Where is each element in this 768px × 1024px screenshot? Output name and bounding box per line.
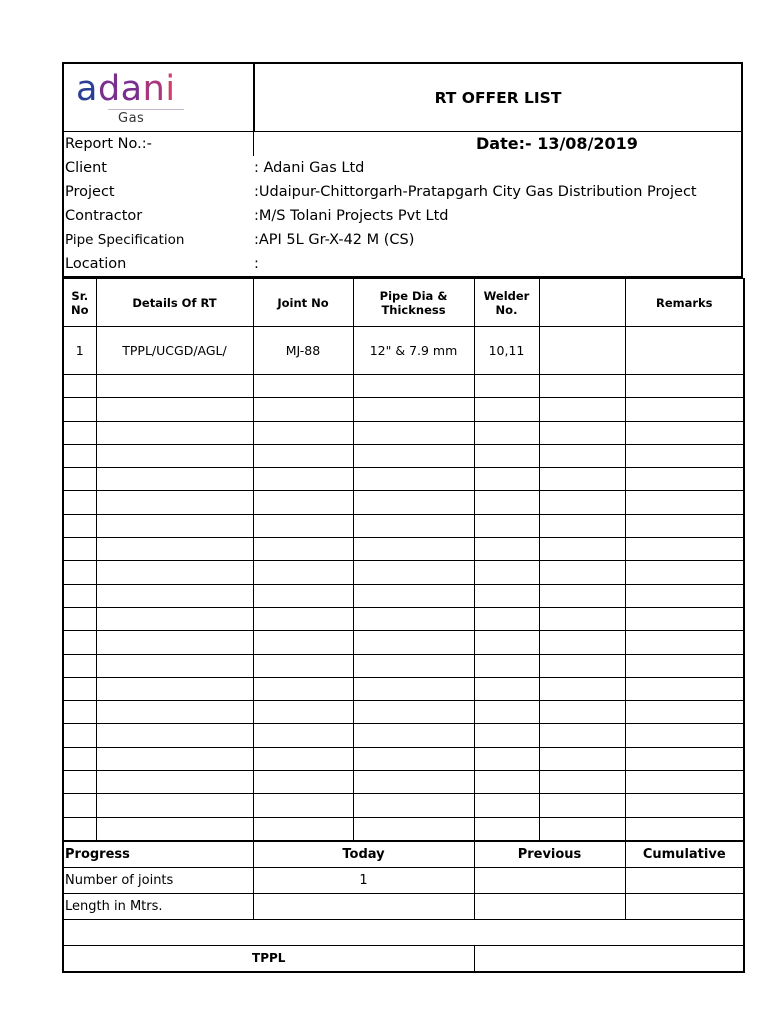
col-header-remarks: Remarks — [625, 279, 744, 327]
empty-cell[interactable] — [253, 421, 353, 444]
empty-cell[interactable] — [63, 701, 96, 724]
empty-cell[interactable] — [625, 677, 744, 700]
empty-cell[interactable] — [474, 631, 539, 654]
table-row — [63, 794, 744, 817]
contractor-label: Contractor — [65, 208, 143, 224]
cell-joint[interactable]: MJ-88 — [253, 327, 353, 375]
spacer-cell — [63, 919, 744, 945]
today-label: Today — [253, 841, 474, 867]
empty-cell[interactable] — [63, 444, 96, 467]
empty-cell[interactable] — [96, 701, 253, 724]
empty-cell[interactable] — [353, 514, 474, 537]
table-row — [63, 468, 744, 491]
empty-cell[interactable] — [474, 747, 539, 770]
empty-cell[interactable] — [63, 491, 96, 514]
empty-cell[interactable] — [353, 538, 474, 561]
empty-cell[interactable] — [353, 607, 474, 630]
empty-cell[interactable] — [63, 538, 96, 561]
empty-cell[interactable] — [253, 794, 353, 817]
empty-cell[interactable] — [96, 538, 253, 561]
cumulative-label: Cumulative — [625, 841, 744, 867]
info-block — [62, 132, 743, 278]
empty-cell[interactable] — [63, 724, 96, 747]
empty-cell[interactable] — [96, 631, 253, 654]
empty-cell[interactable] — [353, 491, 474, 514]
empty-cell[interactable] — [353, 677, 474, 700]
empty-cell[interactable] — [474, 561, 539, 584]
cell-remarks[interactable] — [625, 327, 744, 375]
empty-cell[interactable] — [474, 584, 539, 607]
empty-cell[interactable] — [474, 491, 539, 514]
empty-rows — [63, 375, 744, 841]
empty-cell[interactable] — [539, 584, 625, 607]
empty-cell[interactable] — [253, 398, 353, 421]
empty-cell[interactable] — [63, 468, 96, 491]
table-row — [63, 514, 744, 537]
footer-right — [474, 945, 744, 972]
progress-summary — [62, 841, 745, 973]
empty-cell[interactable] — [353, 398, 474, 421]
footer-tppl: TPPL — [63, 945, 474, 972]
empty-cell[interactable] — [474, 444, 539, 467]
empty-cell[interactable] — [625, 468, 744, 491]
table-row — [63, 771, 744, 794]
empty-cell[interactable] — [539, 794, 625, 817]
empty-cell[interactable] — [539, 444, 625, 467]
empty-cell[interactable] — [63, 794, 96, 817]
empty-cell[interactable] — [96, 398, 253, 421]
logo-wordmark: adani — [76, 69, 176, 109]
empty-cell[interactable] — [353, 654, 474, 677]
info-row-client — [64, 156, 741, 180]
empty-cell[interactable] — [474, 398, 539, 421]
empty-cell[interactable] — [474, 654, 539, 677]
empty-cell[interactable] — [539, 398, 625, 421]
empty-cell[interactable] — [63, 677, 96, 700]
empty-cell[interactable] — [253, 771, 353, 794]
empty-cell[interactable] — [353, 468, 474, 491]
empty-cell[interactable] — [63, 631, 96, 654]
empty-cell[interactable] — [625, 794, 744, 817]
col-header-joint: Joint No — [253, 279, 353, 327]
empty-cell[interactable] — [253, 607, 353, 630]
progress-label: Progress — [63, 841, 253, 867]
empty-cell[interactable] — [474, 468, 539, 491]
empty-cell[interactable] — [253, 444, 353, 467]
empty-cell[interactable] — [625, 631, 744, 654]
table-row — [63, 398, 744, 421]
empty-cell[interactable] — [539, 538, 625, 561]
joints-label: Number of joints — [63, 867, 253, 893]
empty-cell[interactable] — [253, 514, 353, 537]
info-row-location — [64, 252, 741, 276]
empty-cell[interactable] — [96, 514, 253, 537]
table-row — [63, 491, 744, 514]
col-header-details: Details Of RT — [96, 279, 253, 327]
empty-cell[interactable] — [625, 561, 744, 584]
info-row-contractor — [64, 204, 741, 228]
empty-cell[interactable] — [353, 771, 474, 794]
empty-cell[interactable] — [539, 701, 625, 724]
empty-cell[interactable] — [63, 817, 96, 840]
empty-cell[interactable] — [96, 607, 253, 630]
length-cumulative[interactable] — [625, 893, 744, 919]
project-label: Project — [65, 184, 115, 200]
empty-cell[interactable] — [96, 584, 253, 607]
empty-cell[interactable] — [253, 561, 353, 584]
cell-pipe[interactable]: 12" & 7.9 mm — [353, 327, 474, 375]
empty-cell[interactable] — [353, 724, 474, 747]
empty-cell[interactable] — [253, 538, 353, 561]
location-value: : — [254, 256, 259, 272]
empty-cell[interactable] — [353, 561, 474, 584]
info-row-report — [64, 132, 741, 156]
empty-cell[interactable] — [353, 701, 474, 724]
contractor-value: :M/S Tolani Projects Pvt Ltd — [254, 208, 449, 224]
empty-cell[interactable] — [253, 584, 353, 607]
empty-cell[interactable] — [625, 701, 744, 724]
joints-today[interactable]: 1 — [253, 867, 474, 893]
project-value: :Udaipur-Chittorgarh-Pratapgarh City Gas Distribution Project — [254, 184, 697, 200]
empty-cell[interactable] — [474, 817, 539, 840]
empty-cell[interactable] — [96, 677, 253, 700]
empty-cell[interactable] — [353, 375, 474, 398]
sheet-header — [62, 62, 743, 132]
empty-cell[interactable] — [474, 514, 539, 537]
client-value: : Adani Gas Ltd — [254, 160, 365, 176]
empty-cell[interactable] — [625, 375, 744, 398]
length-today[interactable] — [253, 893, 474, 919]
table-row — [63, 584, 744, 607]
empty-cell[interactable] — [63, 561, 96, 584]
report-date: Date:- 13/08/2019 — [476, 134, 638, 153]
col-header-pipe: Pipe Dia & Thickness — [353, 279, 474, 327]
cell-details[interactable]: TPPL/UCGD/AGL/ — [96, 327, 253, 375]
empty-cell[interactable] — [96, 468, 253, 491]
logo-subtitle: Gas — [118, 111, 145, 126]
table-row — [63, 677, 744, 700]
empty-cell[interactable] — [625, 491, 744, 514]
col-header-sr: Sr. No — [63, 279, 96, 327]
table-header-row — [63, 279, 744, 327]
empty-cell[interactable] — [63, 398, 96, 421]
empty-cell[interactable] — [539, 677, 625, 700]
empty-cell[interactable] — [474, 607, 539, 630]
pipe-spec-label: Pipe Specification — [65, 232, 185, 248]
empty-cell[interactable] — [353, 421, 474, 444]
empty-cell[interactable] — [474, 375, 539, 398]
empty-cell[interactable] — [253, 724, 353, 747]
cell-welder[interactable]: 10,11 — [474, 327, 539, 375]
empty-cell[interactable] — [96, 375, 253, 398]
summary-joints-row — [63, 867, 744, 893]
empty-cell[interactable] — [625, 584, 744, 607]
length-label: Length in Mtrs. — [63, 893, 253, 919]
empty-cell[interactable] — [539, 817, 625, 840]
empty-cell[interactable] — [96, 561, 253, 584]
empty-cell[interactable] — [539, 631, 625, 654]
empty-cell[interactable] — [625, 654, 744, 677]
empty-cell[interactable] — [539, 514, 625, 537]
empty-cell[interactable] — [539, 747, 625, 770]
table-row — [63, 538, 744, 561]
empty-cell[interactable] — [625, 607, 744, 630]
empty-cell[interactable] — [63, 514, 96, 537]
empty-cell[interactable] — [63, 421, 96, 444]
empty-cell[interactable] — [96, 491, 253, 514]
empty-cell[interactable] — [353, 794, 474, 817]
empty-cell[interactable] — [253, 747, 353, 770]
empty-cell[interactable] — [96, 444, 253, 467]
empty-cell[interactable] — [353, 631, 474, 654]
length-previous[interactable] — [474, 893, 625, 919]
summary-footer-row — [63, 945, 744, 972]
empty-cell[interactable] — [63, 375, 96, 398]
empty-cell[interactable] — [63, 584, 96, 607]
logo-divider — [108, 109, 184, 110]
pipe-spec-value: :API 5L Gr-X-42 M (CS) — [254, 232, 415, 248]
empty-cell[interactable] — [539, 724, 625, 747]
empty-cell[interactable] — [353, 817, 474, 840]
empty-cell[interactable] — [253, 701, 353, 724]
summary-length-row — [63, 893, 744, 919]
empty-cell[interactable] — [474, 724, 539, 747]
col-header-blank — [539, 279, 625, 327]
table-row — [63, 724, 744, 747]
empty-cell[interactable] — [539, 468, 625, 491]
empty-cell[interactable] — [96, 817, 253, 840]
cell-blank[interactable] — [539, 327, 625, 375]
previous-label: Previous — [474, 841, 625, 867]
empty-cell[interactable] — [353, 584, 474, 607]
empty-cell[interactable] — [625, 771, 744, 794]
empty-cell[interactable] — [63, 747, 96, 770]
location-label: Location — [65, 256, 127, 272]
table-row — [63, 607, 744, 630]
empty-cell[interactable] — [253, 631, 353, 654]
table-row — [63, 327, 744, 375]
empty-cell[interactable] — [253, 677, 353, 700]
table-row — [63, 631, 744, 654]
empty-cell[interactable] — [539, 491, 625, 514]
empty-cell[interactable] — [253, 654, 353, 677]
summary-header-row — [63, 841, 744, 867]
report-no-label: Report No.:- — [65, 136, 152, 152]
empty-cell[interactable] — [96, 421, 253, 444]
table-row — [63, 444, 744, 467]
empty-cell[interactable] — [625, 724, 744, 747]
empty-cell[interactable] — [96, 747, 253, 770]
empty-cell[interactable] — [539, 375, 625, 398]
empty-cell[interactable] — [625, 538, 744, 561]
empty-cell[interactable] — [474, 701, 539, 724]
empty-cell[interactable] — [474, 421, 539, 444]
empty-cell[interactable] — [96, 724, 253, 747]
rt-offer-sheet — [62, 62, 743, 973]
empty-cell[interactable] — [96, 654, 253, 677]
empty-cell[interactable] — [625, 747, 744, 770]
rt-offer-table — [62, 278, 745, 841]
joints-previous[interactable] — [474, 867, 625, 893]
table-row — [63, 747, 744, 770]
empty-cell[interactable] — [63, 654, 96, 677]
empty-cell[interactable] — [253, 491, 353, 514]
info-row-project — [64, 180, 741, 204]
client-label: Client — [65, 160, 107, 176]
table-row — [63, 654, 744, 677]
adani-gas-logo — [64, 64, 255, 132]
empty-cell[interactable] — [253, 468, 353, 491]
empty-cell[interactable] — [625, 421, 744, 444]
col-header-welder: Welder No. — [474, 279, 539, 327]
document-title: RT OFFER LIST — [434, 89, 562, 107]
empty-cell[interactable] — [353, 747, 474, 770]
summary-spacer-row — [63, 919, 744, 945]
table-row — [63, 817, 744, 840]
empty-cell[interactable] — [474, 538, 539, 561]
empty-cell[interactable] — [539, 421, 625, 444]
empty-cell[interactable] — [474, 677, 539, 700]
empty-cell[interactable] — [539, 561, 625, 584]
empty-cell[interactable] — [63, 607, 96, 630]
table-row — [63, 375, 744, 398]
empty-cell[interactable] — [474, 771, 539, 794]
empty-cell[interactable] — [625, 514, 744, 537]
info-row-pipe — [64, 228, 741, 252]
table-row — [63, 701, 744, 724]
joints-cumulative[interactable] — [625, 867, 744, 893]
empty-cell[interactable] — [625, 817, 744, 840]
empty-cell[interactable] — [474, 794, 539, 817]
empty-cell[interactable] — [539, 654, 625, 677]
empty-cell[interactable] — [253, 375, 353, 398]
table-row — [63, 561, 744, 584]
table-row — [63, 421, 744, 444]
empty-cell[interactable] — [625, 444, 744, 467]
empty-cell[interactable] — [539, 607, 625, 630]
empty-cell[interactable] — [63, 771, 96, 794]
cell-sr[interactable]: 1 — [63, 327, 96, 375]
empty-cell[interactable] — [253, 817, 353, 840]
empty-cell[interactable] — [353, 444, 474, 467]
empty-cell[interactable] — [96, 794, 253, 817]
empty-cell[interactable] — [625, 398, 744, 421]
empty-cell[interactable] — [96, 771, 253, 794]
empty-cell[interactable] — [539, 771, 625, 794]
